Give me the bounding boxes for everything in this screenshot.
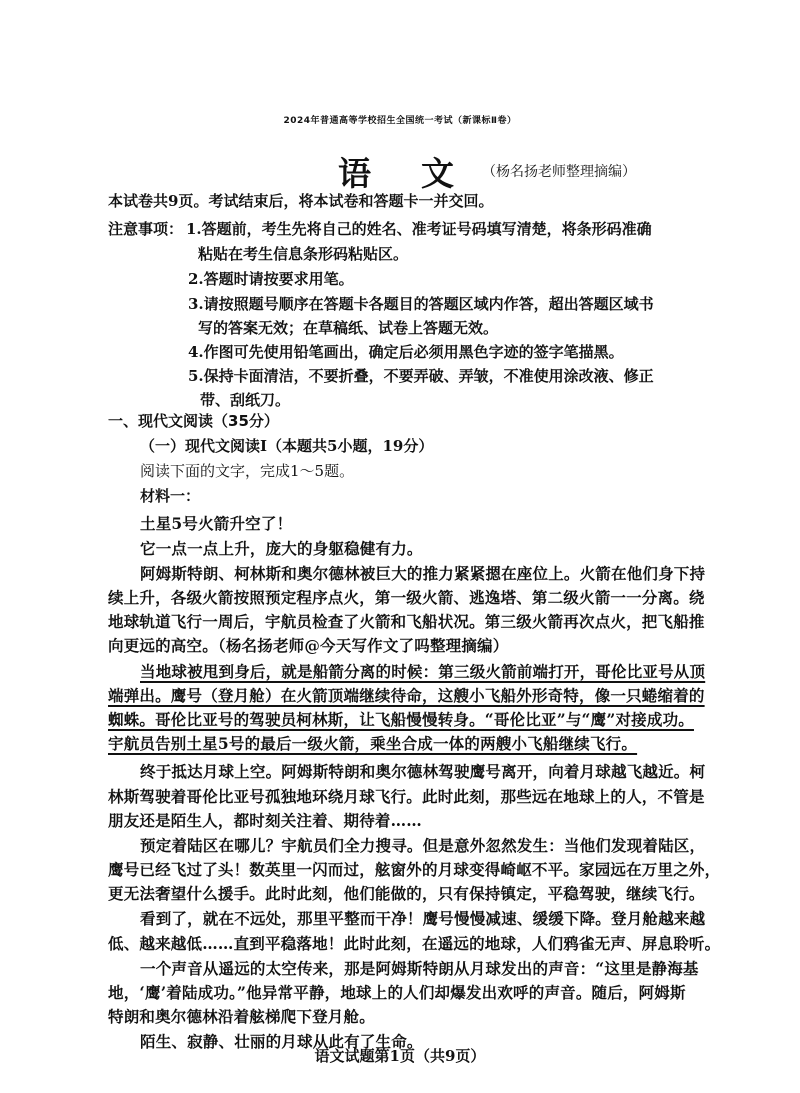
notice-item-2: 2.答题时请按要求用笔。 <box>188 270 354 288</box>
notice-item-5: 5.保持卡面清洁，不要折叠，不要弄破、弄皱，不准使用涂改液、修正 <box>188 367 654 385</box>
material-label: 材料一： <box>140 487 201 505</box>
subject-title: 语文 <box>338 154 504 193</box>
passage-line: 地，‘鹰’着陆成功。”他异常平静，地球上的人们却爆发出欢呼的声音。随后，阿姆斯 <box>108 983 686 1002</box>
intro-text: 本试卷共9页。考试结束后，将本试卷和答题卡一并交回。 <box>108 192 494 210</box>
underlined-passage-line: 端弹出。鹰号（登月舱）在火箭顶端继续待命，这艘小飞船外形奇特，像一只蜷缩着的 <box>108 686 705 705</box>
passage-line: 低、越来越低……直到平稳落地！此时此刻，在遥远的地球，人们鸦雀无声、屏息聆听。 <box>108 934 721 953</box>
passage-line: 更无法奢望什么援手。此时此刻，他们能做的，只有保持镇定，平稳驾驶，继续飞行。 <box>108 884 705 903</box>
notice-item-1-cont: 粘贴在考生信息条形码粘贴区。 <box>198 245 409 263</box>
passage-line: 看到了，就在不远处，那里平整而干净！鹰号慢慢减速、缓缓下降。登月舱越来越 <box>140 909 706 928</box>
notice-item-1: 1.答题前，考生先将自己的姓名、准考证号码填写清楚，将条形码准确 <box>186 220 652 238</box>
passage-line: 阿姆斯特朗、柯林斯和奥尔德林被巨大的推力紧紧摁在座位上。火箭在他们身下持 <box>140 564 706 583</box>
compiler-note: （杨名扬老师整理摘编） <box>482 164 636 180</box>
notice-item-3-cont: 写的答案无效；在草稿纸、试卷上答题无效。 <box>198 319 499 337</box>
passage-line: 鹰号已经飞过了头！数英里一闪而过，舷窗外的月球变得崎岖不平。家园远在万里之外， <box>108 860 721 879</box>
passage-line: 它一点一点上升，庞大的身躯稳健有力。 <box>140 539 423 558</box>
passage-line: 预定着陆区在哪儿？宇航员们全力搜寻。但是意外忽然发生：当他们发现着陆区， <box>140 836 706 855</box>
underlined-passage-line: 宇航员告别土星5号的最后一级火箭，乘坐合成一体的两艘小飞船继续飞行。 <box>108 734 638 753</box>
section-heading: 一、现代文阅读（35分） <box>108 412 279 430</box>
passage-line: 地球轨道飞行一周后，宇航员检查了火箭和飞船状况。第三级火箭再次点火，把飞船推 <box>108 612 705 631</box>
passage-line: 陌生、寂静、壮丽的月球从此有了生命。 <box>140 1032 423 1051</box>
notice-item-5-cont: 带、刮纸刀。 <box>200 391 291 409</box>
sub-section-heading: （一）现代文阅读Ⅰ（本题共5小题，19分） <box>140 437 434 455</box>
passage-line: 林斯驾驶着哥伦比亚号孤独地环绕月球飞行。此时此刻，那些远在地球上的人，不管是 <box>108 787 705 806</box>
exam-title: 2024年普通高等学校招生全国统一考试（新课标Ⅱ卷） <box>283 116 517 126</box>
reading-instruction: 阅读下面的文字，完成1～5题。 <box>140 462 355 480</box>
page-footer: 语文试题第1页（共9页） <box>314 1047 486 1065</box>
passage-line: 朋友还是陌生人，都时刻关注着、期待着…… <box>108 811 423 830</box>
notice-label: 注意事项： <box>108 220 184 238</box>
passage-line: 向更远的高空。（杨名扬老师@今天写作文了吗整理摘编） <box>108 636 509 655</box>
passage-line: 土星5号火箭升空了！ <box>140 514 293 533</box>
passage-line: 一个声音从遥远的太空传来，那是阿姆斯特朗从月球发出的声音：“这里是静海基 <box>140 959 699 978</box>
passage-line: 续上升，各级火箭按照预定程序点火，第一级火箭、逃逸塔、第二级火箭一一分离。绕 <box>108 588 705 607</box>
notice-item-3: 3.请按照题号顺序在答题卡各题目的答题区域内作答，超出答题区域书 <box>188 295 654 313</box>
underlined-passage-line: 蜘蛛。哥伦比亚号的驾驶员柯林斯，让飞船慢慢转身。“哥伦比亚”与“鹰”对接成功。 <box>108 710 694 729</box>
passage-line: 特朗和奥尔德林沿着舷梯爬下登月舱。 <box>108 1007 375 1026</box>
underlined-passage-line: 当地球被甩到身后，就是船箭分离的时候：第三级火箭前端打开，哥伦比亚号从顶 <box>140 662 706 681</box>
notice-item-4: 4.作图可先使用铅笔画出，确定后必须用黑色字迹的签字笔描黑。 <box>188 343 624 361</box>
passage-line: 终于抵达月球上空。阿姆斯特朗和奥尔德林驾驶鹰号离开，向着月球越飞越近。柯 <box>140 762 706 781</box>
